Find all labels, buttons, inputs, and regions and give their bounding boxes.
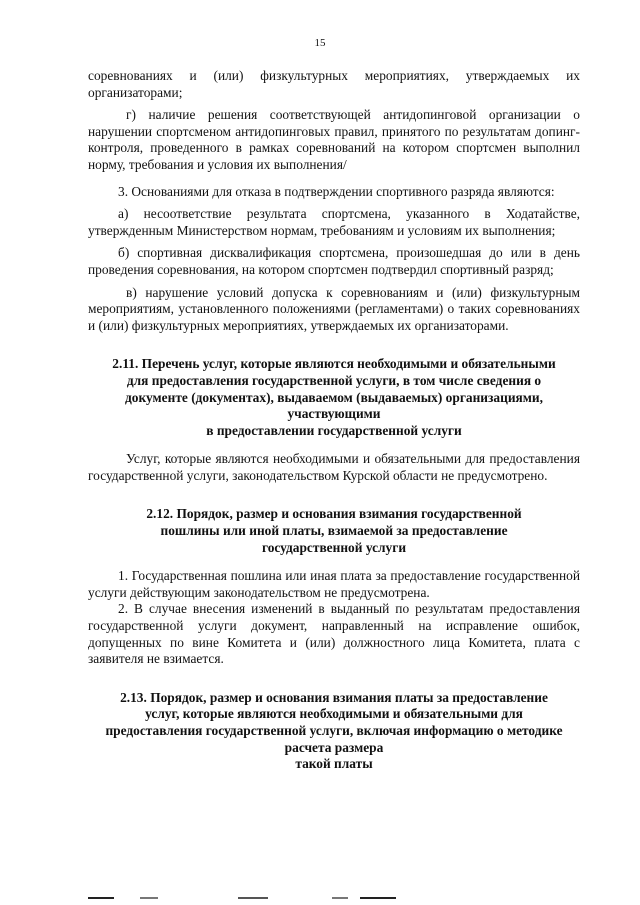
heading-line: предоставления государственной услуги, включая информацию о методике (105, 723, 563, 738)
heading-line: для предоставления государственной услуги, в том числе сведения о (126, 372, 542, 388)
section-heading-2-13 (88, 690, 580, 773)
heading-line: 2.12. Порядок, размер и основания взимания государственной (146, 506, 522, 522)
heading-line: в предоставлении государственной услуги (206, 422, 462, 438)
heading-line: участвующими (287, 406, 381, 422)
paragraph-item-a: а) несоответствие результата спортсмена, указанного в Ходатайстве, утвержденным Министерством нормам, требованиям и условиям их выполнения; (88, 206, 580, 238)
heading-line: 2.11. Перечень услуг, которые являются необходимыми и обязательными (112, 356, 556, 372)
heading-line: услуг, которые являются необходимыми и обязательными для (145, 706, 523, 722)
section-heading-2-11 (88, 356, 580, 439)
section-2-12-body-1: 1. Государственная пошлина или иная плата за предоставление государственной услуги действующим законодательством не предусмотрена. (88, 568, 580, 600)
heading-line: документе (документах), выдаваемом (выдаваемых) организациями, (125, 389, 543, 405)
section-2-11-body: Услуг, которые являются необходимыми и обязательными для предоставления государственной услуги, законодательством Курской области не предусмотрено. (88, 451, 580, 483)
paragraph-continuation: соревнованиях и (или) физкультурных мероприятиях, утверждаемых их организаторами; (88, 68, 580, 100)
heading-line: такой платы (295, 756, 373, 772)
paragraph-item-g: г) наличие решения соответствующей антидопинговой организации о нарушении спортсменом антидопинговых правил, принятого по результатам допинг-контроля, проведенного в рамках соревнований на котором спортсмен выполнил норму, требования и условия их выполнения/ (88, 107, 580, 172)
paragraph-item-v: в) нарушение условий допуска к соревнованиям и (или) физкультурным мероприятиям, установленного положениями (регламентами) о таких соревнованиях и (или) физкультурных мероприятиях, утверждаемых их организаторами. (88, 284, 580, 333)
scan-edge-marks (88, 897, 580, 901)
heading-line: государственной услуги (261, 539, 407, 555)
paragraph-item-b: б) спортивная дисквалификация спортсмена, произошедшая до или в день проведения соревнования, на котором спортсмен подтвердил спортивный разряд; (88, 245, 580, 277)
page-number: 15 (314, 37, 326, 49)
document-body (88, 68, 580, 773)
heading-line: 2.13. Порядок, размер и основания взимания платы за предоставление (120, 689, 548, 705)
heading-line: пошлины или иной платы, взимаемой за предоставление (160, 523, 508, 539)
section-2-12-body-2: 2. В случае внесения изменений в выданный по результатам предоставления государственной услуги документ, направленный на исправление ошибок, допущенных по вине Комитета и (или) должностного лица Комитета, плата с заявителя не взимается. (88, 601, 580, 667)
paragraph-refusal-grounds: 3. Основаниями для отказа в подтверждении спортивного разряда являются: (118, 183, 555, 199)
heading-line: расчета размера (284, 739, 384, 755)
section-heading-2-12 (88, 506, 580, 556)
